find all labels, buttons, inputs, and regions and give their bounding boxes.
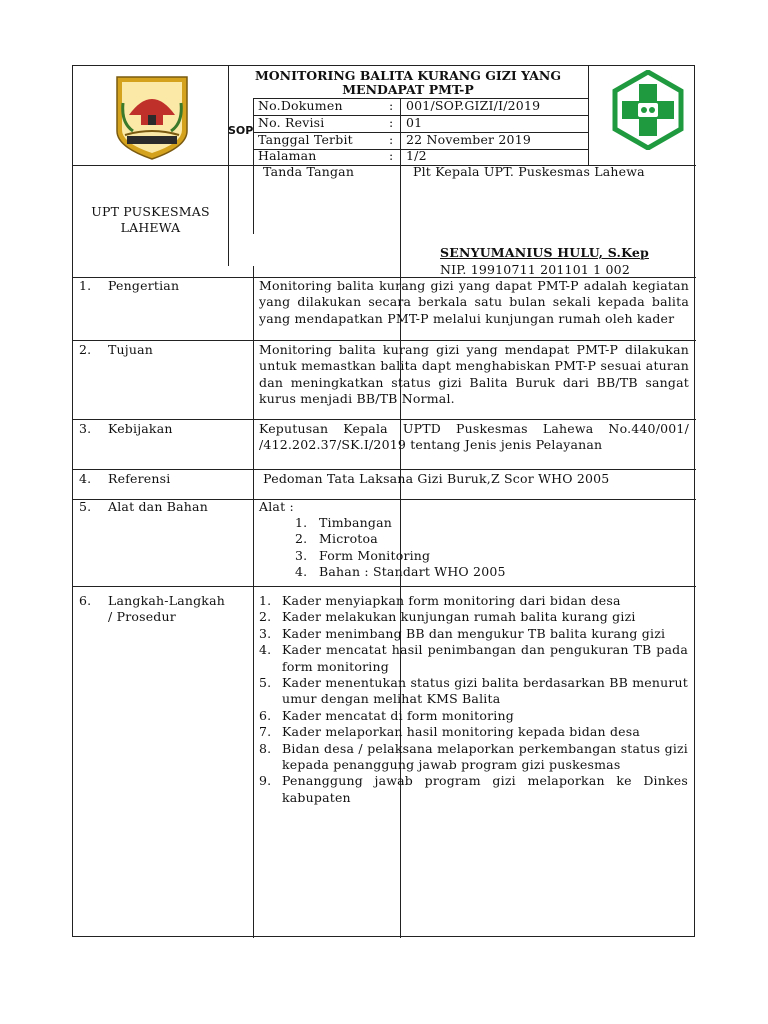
meta-value-no-revisi: 01: [406, 115, 423, 130]
title-line-1: MONITORING BALITA KURANG GIZI YANG: [254, 68, 562, 83]
prosedur-label-line-2: / Prosedur: [108, 609, 176, 624]
procedure-steps: [257, 593, 688, 806]
document-title: [228, 69, 588, 97]
list-item: 9. Penanggung jawab program gizi melaporkan ke Dinkes kabupaten: [259, 773, 688, 805]
org-name: [73, 204, 228, 236]
org-name-line-2: LAHEWA: [120, 220, 181, 235]
section-text-kebijakan: Keputusan Kepala UPTD Puskesmas Lahewa No.440/001/ /412.202.37/SK.I/2019 tentang Jenis jenis Pelayanan: [259, 421, 689, 453]
meta-label-halaman: Halaman: [258, 148, 317, 163]
meta-sep: :: [389, 148, 394, 163]
signer-name: SENYUMANIUS HULU, S.Kep: [440, 245, 649, 260]
signer-position: Plt Kepala UPT. Puskesmas Lahewa: [413, 164, 645, 179]
section-number: 4.: [79, 471, 92, 486]
list-item: 7. Kader melaporkan hasil monitoring kepada bidan desa: [259, 724, 641, 740]
section-text-referensi: Pedoman Tata Laksana Gizi Buruk,Z Scor WHO 2005: [259, 471, 610, 486]
prosedur-label-line-1: Langkah-Langkah: [108, 593, 225, 608]
list-item: 3. Form Monitoring: [295, 547, 431, 563]
section-label-pengertian: Pengertian: [108, 278, 180, 293]
list-item: 1. Kader menyiapkan form monitoring dari bidan desa: [259, 593, 621, 608]
list-item: 4. Bahan : Standart WHO 2005: [295, 564, 506, 580]
section-label-referensi: Referensi: [108, 471, 171, 486]
list-item: 2. Microtoa: [295, 531, 378, 547]
meta-label-no-revisi: No. Revisi: [258, 115, 325, 130]
list-item: 3. Kader menimbang BB dan mengukur TB balita kurang gizi: [259, 625, 666, 641]
section-number: 5.: [79, 499, 92, 514]
meta-sep: :: [389, 132, 394, 147]
list-item: 2. Kader melakukan kunjungan rumah balita kurang gizi: [259, 609, 636, 625]
section-label-prosedur: [108, 593, 225, 625]
section-number: 1.: [79, 278, 92, 293]
sop-document: [72, 65, 695, 937]
section-number: 6.: [79, 593, 92, 608]
tools-intro: Alat :: [259, 499, 294, 514]
signer-nip: NIP. 19910711 201101 1 002: [440, 262, 630, 277]
section-text-pengertian: Monitoring balita kurang gizi yang dapat PMT-P adalah kegiatan yang dilakukan secara berkala satu bulan sekali kepada balita yang mendapatkan PMT-P melalui kunjungan rumah oleh kader: [259, 278, 689, 326]
meta-label-tanggal-terbit: Tanggal Terbit: [258, 132, 353, 147]
list-item: 1. Timbangan: [295, 515, 392, 530]
section-number: 3.: [79, 421, 92, 436]
section-label-tujuan: Tujuan: [108, 342, 154, 357]
tools-list: [295, 515, 655, 581]
title-line-2: MENDAPAT PMT-P: [342, 82, 474, 97]
section-text-tujuan: Monitoring balita kurang gizi yang mendapat PMT-P dilakukan untuk memastkan balita dapt menghabiskan PMT-P sesuai aturan dan meningkatkan status gizi Balita Buruk dari BB/TB sangat kurus menjadi BB/TB Normal.: [259, 342, 689, 407]
sop-label: SOP: [228, 124, 254, 137]
meta-sep: :: [389, 98, 394, 113]
org-name-line-1: UPT PUSKESMAS: [91, 204, 210, 219]
meta-value-tanggal-terbit: 22 November 2019: [406, 132, 532, 147]
meta-label-no-dokumen: No.Dokumen: [258, 98, 343, 113]
list-item: 4. Kader mencatat hasil penimbangan dan pengukuran TB pada form monitoring: [259, 642, 688, 674]
list-item: 8. Bidan desa / pelaksana melaporkan perkembangan status gizi kepada penanggung jawab program gizi puskesmas: [259, 740, 688, 773]
meta-value-halaman: 1/2: [406, 148, 427, 163]
list-item: 5. Kader menentukan status gizi balita berdasarkan BB menurut umur dengan melihat KMS Balita: [259, 675, 688, 707]
section-label-alat-bahan: Alat dan Bahan: [108, 499, 208, 514]
meta-value-no-dokumen: 001/SOP.GIZI/I/2019: [406, 98, 541, 113]
meta-sep: :: [389, 115, 394, 130]
regency-seal-logo: [93, 73, 211, 161]
signature-label: Tanda Tangan: [263, 164, 355, 179]
section-number: 2.: [79, 342, 92, 357]
list-item: 6. Kader mencatat di form monitoring: [259, 707, 514, 723]
puskesmas-logo: [608, 70, 688, 150]
section-label-kebijakan: Kebijakan: [108, 421, 173, 436]
